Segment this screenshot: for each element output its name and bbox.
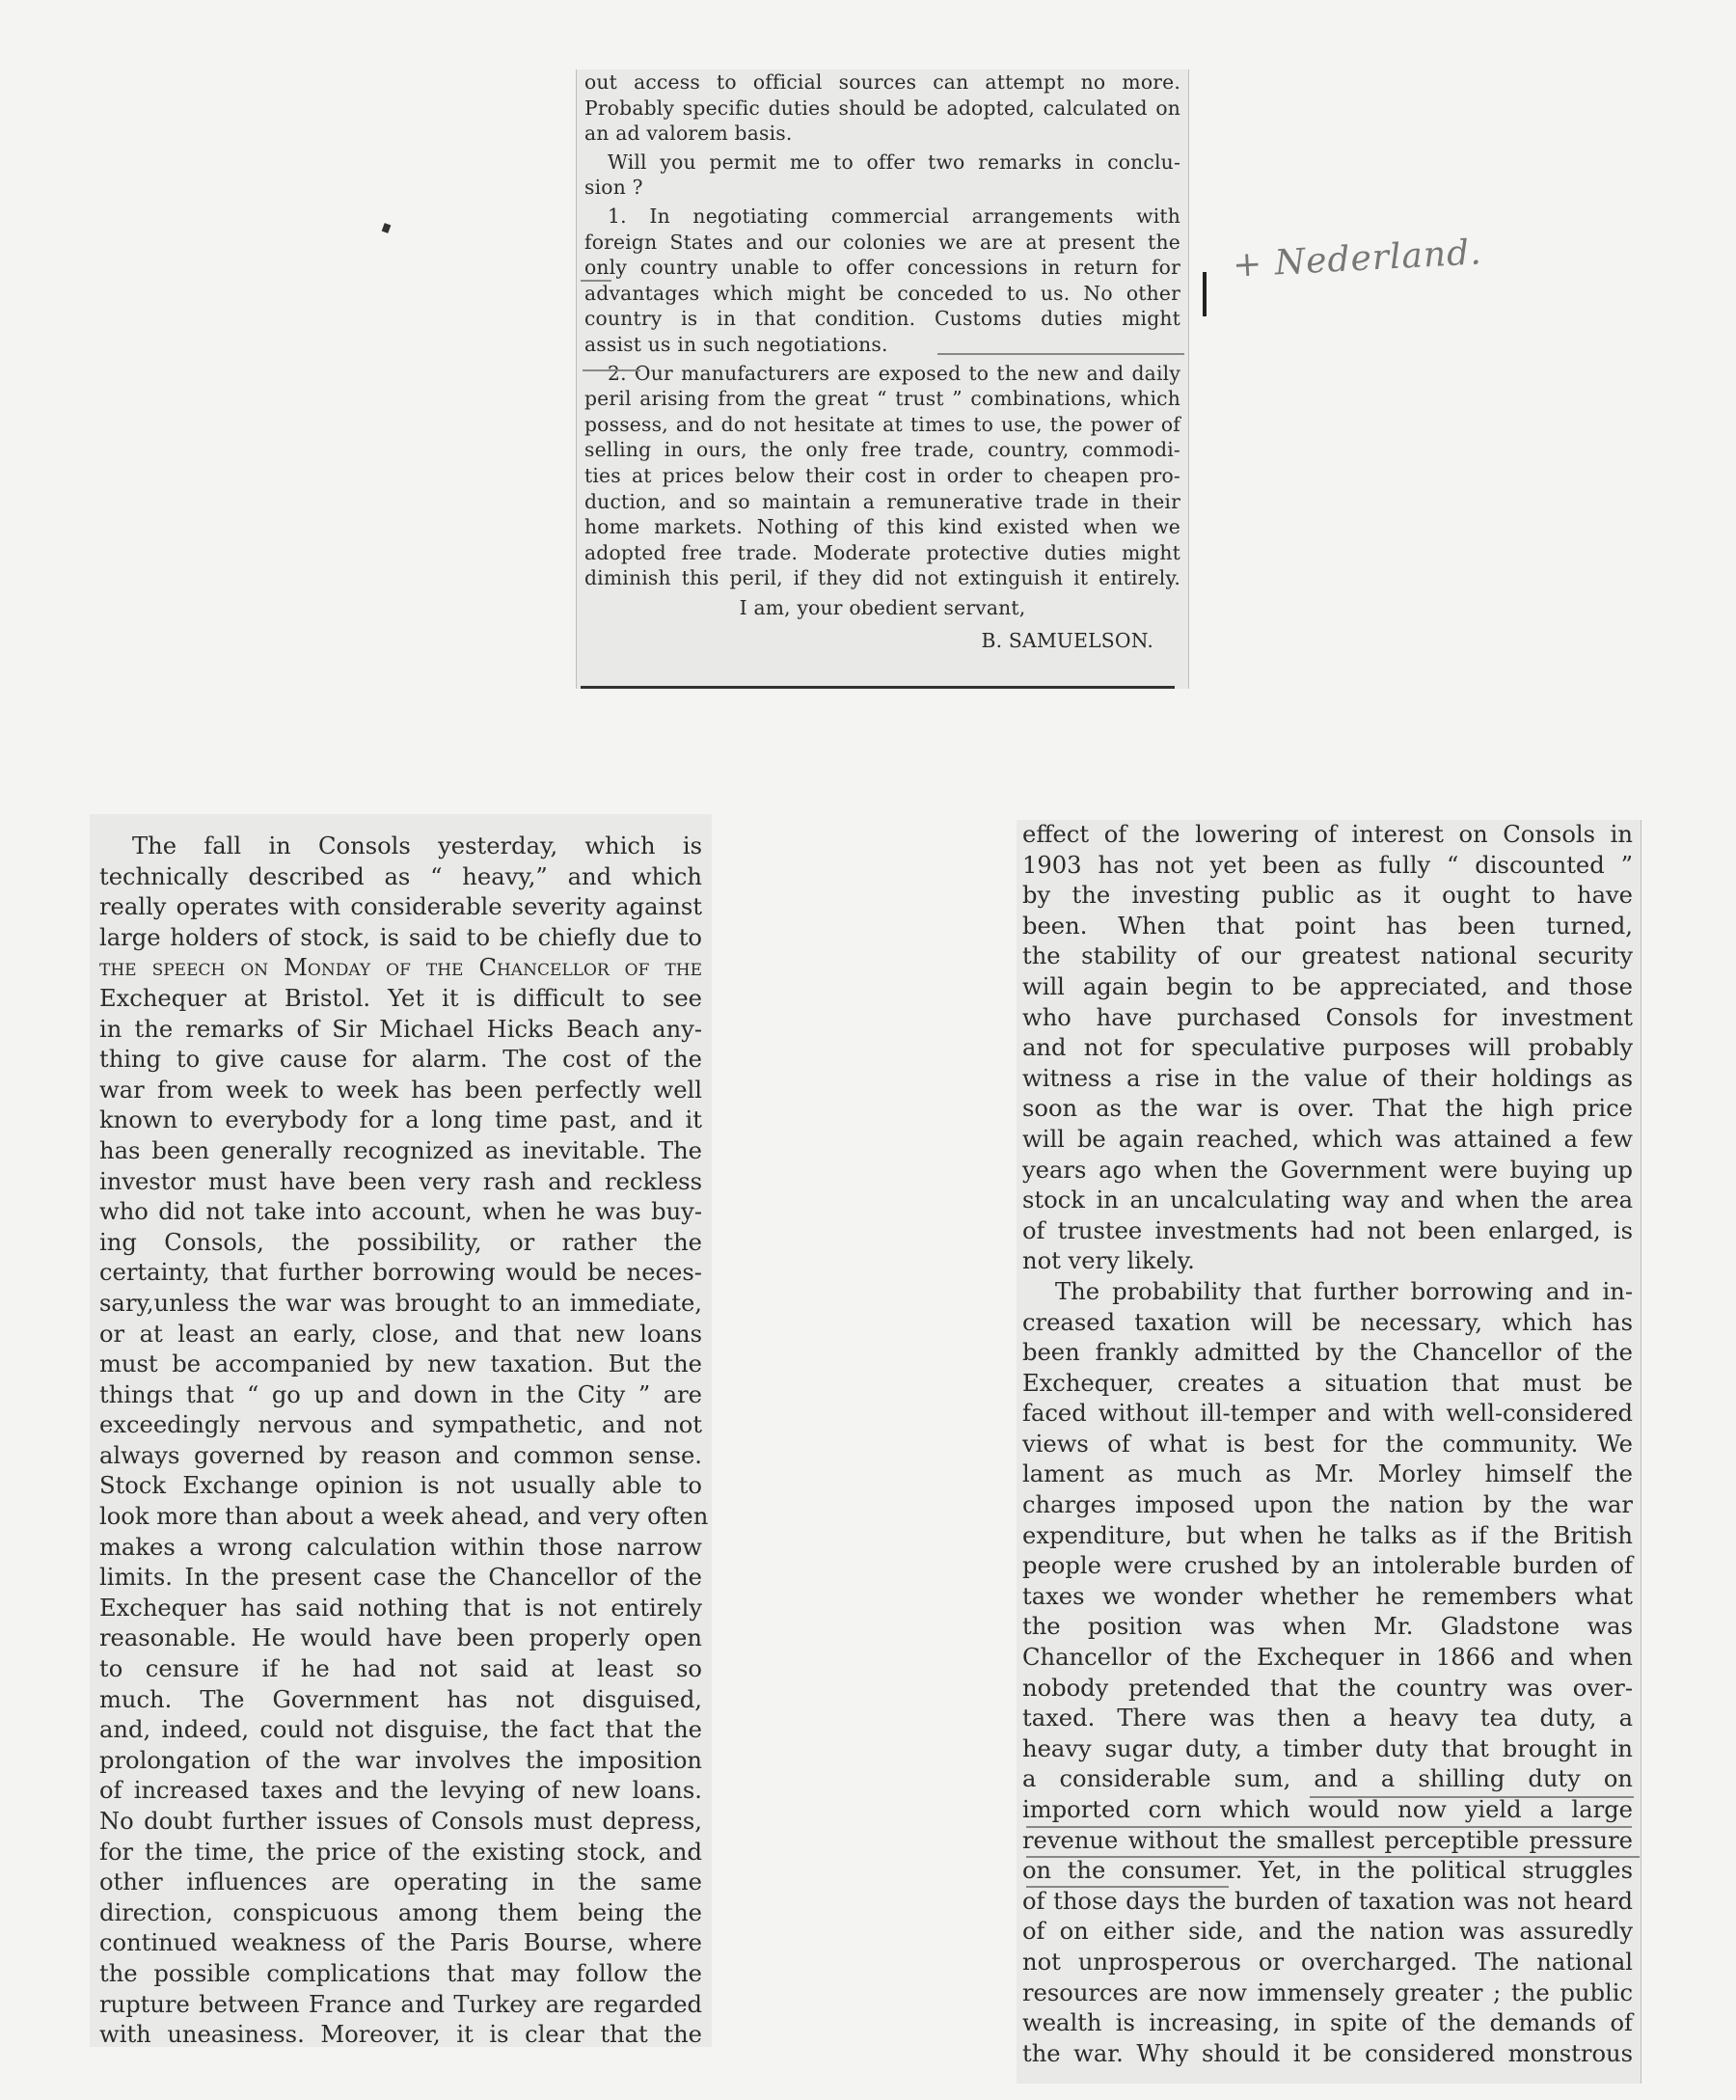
- article-line: Exchequer at Bristol. Yet it is difficult to see: [99, 984, 702, 1012]
- article-line: on the consumer. Yet, in the political struggles: [1022, 1857, 1633, 1885]
- handwritten-annotation: + Nederland.: [1232, 232, 1483, 286]
- article-line: thing to give cause for alarm. The cost of the: [99, 1046, 702, 1074]
- underline-mark: [1026, 1886, 1229, 1888]
- divider-rule: [581, 686, 1175, 689]
- article-line: continued weakness of the Paris Bourse, where: [99, 1929, 702, 1957]
- article-line: the position was when Mr. Gladstone was: [1022, 1613, 1633, 1641]
- article-line: to censure if he had not said at least so: [99, 1655, 702, 1683]
- article-line: been frankly admitted by the Chancellor of the: [1022, 1339, 1633, 1367]
- underline-mark: [937, 353, 1184, 355]
- letter-line: Probably specific duties should be adopted, calculated on: [584, 95, 1180, 120]
- article-line: who have purchased Consols for investment: [1022, 1003, 1633, 1031]
- article-line: exceedingly nervous and sympathetic, and not: [99, 1411, 702, 1439]
- article-line: investor must have been very rash and reckless: [99, 1167, 702, 1195]
- article-line: reasonable. He would have been properly open: [99, 1624, 702, 1652]
- underline-mark: [581, 280, 611, 282]
- article-line: a considerable sum, and a shilling duty on: [1022, 1765, 1633, 1793]
- article-line: certainty, that further borrowing would be neces-: [99, 1259, 702, 1287]
- article-line: ing Consols, the possibility, or rather the: [99, 1228, 702, 1256]
- article-line: makes a wrong calculation within those narrow: [99, 1533, 702, 1561]
- article-line: limits. In the present case the Chancellor of the: [99, 1564, 702, 1592]
- article-line: resources are now immensely greater ; the public: [1022, 1978, 1633, 2006]
- article-line: views of what is best for the community. We: [1022, 1430, 1633, 1458]
- letter-line: only country unable to offer concessions in return for: [584, 256, 1180, 280]
- article-line: war from week to week has been perfectly well: [99, 1076, 702, 1104]
- article-line: not very likely.: [1022, 1247, 1195, 1275]
- article-line: the war. Why should it be considered monstrous: [1022, 2039, 1633, 2067]
- article-line: has been generally recognized as inevitable. The: [99, 1136, 702, 1164]
- article-line: the speech on Monday of the Chancellor of the: [99, 954, 702, 982]
- underline-mark: [1026, 1856, 1640, 1858]
- article-line: Exchequer, creates a situation that must be: [1022, 1369, 1633, 1397]
- letter-line: foreign States and our colonies we are at present the: [584, 230, 1180, 254]
- letter-line: ties at prices below their cost in order to cheapen pro-: [584, 463, 1180, 487]
- article-line: the stability of our greatest national security: [1022, 942, 1633, 970]
- article-line: prolongation of the war involves the imposition: [99, 1746, 702, 1774]
- letter-line: assist us in such negotiations.: [584, 332, 888, 356]
- article-line: witness a rise in the value of their holdings as: [1022, 1064, 1633, 1092]
- article-line: will be again reached, which was attained a few: [1022, 1125, 1633, 1153]
- article-line: of on either side, and the nation was assuredly: [1022, 1918, 1633, 1946]
- article-line: Exchequer has said nothing that is not entirely: [99, 1594, 702, 1622]
- article-line: by the investing public as it ought to have: [1022, 882, 1633, 910]
- article-line: The probability that further borrowing and in-: [1055, 1277, 1633, 1305]
- article-line: heavy sugar duty, a timber duty that brought in: [1022, 1734, 1633, 1762]
- article-line: of increased taxes and the levying of new loans.: [99, 1777, 702, 1805]
- letter-line: possess, and do not hesitate at times to use, the power of: [584, 412, 1180, 436]
- letter-line: sion ?: [584, 176, 643, 200]
- article-line: taxes we wonder whether he remembers what: [1022, 1582, 1633, 1610]
- article-line: charges imposed upon the nation by the war: [1022, 1491, 1633, 1519]
- right-column-clipping: [1017, 820, 1641, 2084]
- article-line: Chancellor of the Exchequer in 1866 and when: [1022, 1644, 1633, 1672]
- article-line: for the time, the price of the existing stock, and: [99, 1838, 702, 1866]
- article-line: 1903 has not yet been as fully “ discounted ”: [1022, 851, 1633, 879]
- article-line: must be accompanied by new taxation. But the: [99, 1350, 702, 1378]
- article-line: Stock Exchange opinion is not usually able to: [99, 1472, 702, 1500]
- article-line: been. When that point has been turned,: [1022, 912, 1633, 940]
- article-line: creased taxation will be necessary, which has: [1022, 1308, 1633, 1336]
- article-line: effect of the lowering of interest on Consols in: [1022, 821, 1633, 848]
- underline-mark: [1310, 1796, 1634, 1798]
- letter-line: advantages which might be conceded to us. No other: [584, 281, 1180, 305]
- article-line: imported corn which would now yield a large: [1022, 1796, 1633, 1823]
- letter-line: diminish this peril, if they did not extinguish it entirely.: [584, 566, 1180, 590]
- letter-line: adopted free trade. Moderate protective duties might: [584, 540, 1180, 564]
- letter-line: country is in that condition. Customs duties might: [584, 307, 1180, 331]
- article-line: of those days the burden of taxation was not heard: [1022, 1887, 1633, 1915]
- article-line: rupture between France and Turkey are regarded: [99, 1990, 702, 2018]
- article-line: soon as the war is over. That the high price: [1022, 1095, 1633, 1123]
- article-line: not unprosperous or overcharged. The national: [1022, 1948, 1633, 1976]
- article-line: always governed by reason and common sense.: [99, 1441, 702, 1469]
- letter-line: Will you permit me to offer two remarks in conclu-: [608, 150, 1180, 174]
- margin-bar-mark: [1203, 272, 1207, 316]
- article-line: who did not take into account, when he was buy-: [99, 1198, 702, 1226]
- article-line: No doubt further issues of Consols must depress,: [99, 1808, 702, 1835]
- article-line: years ago when the Government were buying up: [1022, 1156, 1633, 1184]
- left-column-clipping: [90, 814, 712, 2047]
- article-line: things that “ go up and down in the City ” are: [99, 1380, 702, 1408]
- article-line: look more than about a week ahead, and very often: [99, 1503, 709, 1531]
- article-line: revenue without the smallest perceptible pressure: [1022, 1826, 1633, 1854]
- letter-line: duction, and so maintain a remunerative trade in their: [584, 489, 1180, 513]
- article-line: taxed. There was then a heavy tea duty, a: [1022, 1705, 1633, 1732]
- underline-mark: [1026, 1826, 1632, 1828]
- underline-mark: [583, 369, 640, 371]
- article-line: expenditure, but when he talks as if the British: [1022, 1521, 1633, 1549]
- article-line: will again begin to be appreciated, and those: [1022, 972, 1633, 1000]
- article-line: in the remarks of Sir Michael Hicks Beach any-: [99, 1015, 702, 1043]
- article-line: much. The Government has not disguised,: [99, 1685, 702, 1713]
- article-line: and, indeed, could not disguise, the fact that the: [99, 1716, 702, 1744]
- letter-line: peril arising from the great “ trust ” combinations, which: [584, 387, 1180, 411]
- article-line: really operates with considerable severity against: [99, 893, 702, 921]
- article-line: lament as much as Mr. Morley himself the: [1022, 1460, 1633, 1488]
- article-line: wealth is increasing, in spite of the demands of: [1022, 2009, 1633, 2037]
- article-line: of trustee investments had not been enlarged, is: [1022, 1216, 1633, 1244]
- article-line: and not for speculative purposes will probably: [1022, 1034, 1633, 1062]
- letter-line: 2. Our manufacturers are exposed to the new and daily: [608, 361, 1180, 385]
- letter-line: out access to official sources can attempt no more.: [584, 70, 1180, 94]
- article-line: nobody pretended that the country was over-: [1022, 1674, 1633, 1702]
- article-line: large holders of stock, is said to be chiefly due to: [99, 923, 702, 951]
- article-line: The fall in Consols yesterday, which is: [132, 832, 702, 859]
- article-line: sary,unless the war was brought to an immediate,: [99, 1289, 702, 1317]
- article-line: direction, conspicuous among them being the: [99, 1898, 702, 1926]
- article-line: known to everybody for a long time past, and it: [99, 1106, 702, 1134]
- article-line: other influences are operating in the same: [99, 1868, 702, 1896]
- article-line: stock in an uncalculating way and when the area: [1022, 1186, 1633, 1214]
- article-line: with uneasiness. Moreover, it is clear that the: [99, 2021, 702, 2049]
- letter-line: selling in ours, the only free trade, country, commodi-: [584, 438, 1180, 462]
- article-line: faced without ill-temper and with well-considered: [1022, 1400, 1633, 1428]
- article-line: people were crushed by an intolerable burden of: [1022, 1552, 1633, 1580]
- ink-mark: [382, 223, 392, 233]
- letter-line: an ad valorem basis.: [584, 122, 793, 146]
- article-line: or at least an early, close, and that new loans: [99, 1320, 702, 1348]
- letter-clipping: [576, 69, 1189, 689]
- article-line: the possible complications that may follow the: [99, 1959, 702, 1987]
- letter-signature: B. SAMUELSON.: [981, 629, 1153, 653]
- letter-line: 1. In negotiating commercial arrangements with: [608, 204, 1180, 228]
- article-line: technically described as “ heavy,” and which: [99, 862, 702, 890]
- letter-line: home markets. Nothing of this kind existed when we: [584, 515, 1180, 539]
- letter-closing: I am, your obedient servant,: [739, 595, 1026, 619]
